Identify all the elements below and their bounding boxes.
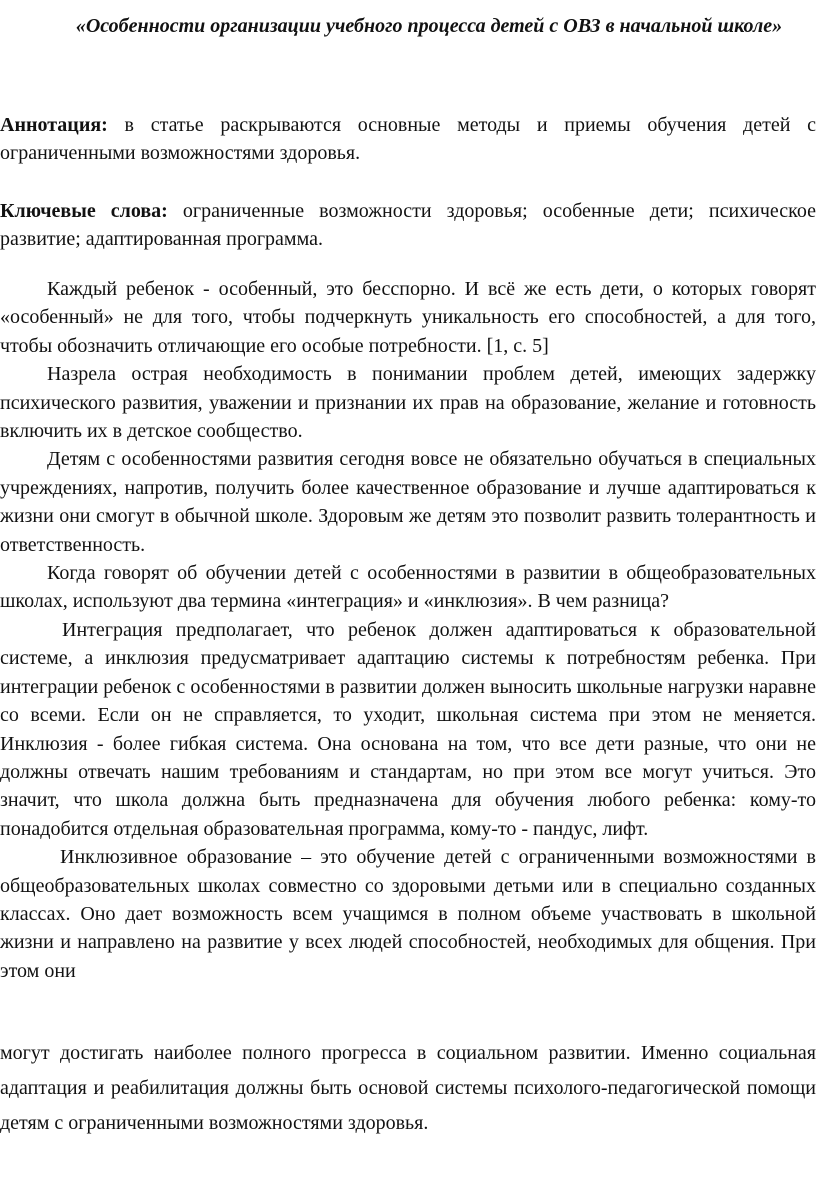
abstract-text: в статье раскрываются основные методы и приемы обучения детей с ограниченными возможностями здоровья. [0, 114, 816, 164]
abstract-label: Аннотация: [0, 114, 108, 136]
body-paragraph: Интеграция предполагает, что ребенок должен адаптироваться к образовательной системе, а инклюзия предусматривает адаптацию системы к потребностям ребенка. При интеграции ребенок с особенностями в развитии должен выносить школьные нагрузки наравне со всеми. Если он не справляется, то уходит, школьная система при этом не меняется. Инклюзия - более гибкая система. Она основана на том, что все дети разные, что они не должны отвечать нашим требованиям и стандартам, но при этом все могут учиться. Это значит, что школа должна быть предназначена для обучения любого ребенка: кому-то понадобится отдельная образовательная программа, кому-то - пандус, лифт. [0, 618, 816, 840]
body-paragraph: Когда говорят об обучении детей с особенностями в развитии в общеобразовательных школах, используют два термина «интеграция» и «инклюзия». В чем разница? [0, 562, 816, 613]
keywords-section [0, 197, 816, 253]
body-paragraph: Назрела острая необходимость в понимании проблем детей, имеющих задержку психического развития, уважении и признании их прав на образование, желание и готовность включить их в детское сообщество. [0, 363, 816, 443]
body-paragraph: Инклюзивное образование – это обучение детей с ограниченными возможностями в общеобразовательных школах совместно со здоровыми детьми или в специально созданных классах. Оно дает возможность всем учащимся в полном объеме участвовать в школьной жизни и направлено на развитие у всех людей способностей, необходимых для общения. При этом они [0, 846, 816, 982]
keywords-label: Ключевые слова: [0, 200, 168, 222]
abstract-section [0, 111, 816, 167]
body-paragraph-continuation: могут достигать наиболее полного прогресса в социальном развитии. Именно социальная адаптация и реабилитация должны быть основой системы психолого-педагогической помощи детям с ограниченными возможностями здоровья. [0, 1042, 816, 1134]
abstract-paragraph [0, 111, 816, 167]
keywords-text: ограниченные возможности здоровья; особенные дети; психическое развитие; адаптированная программа. [0, 200, 816, 250]
document-title: «Особенности организации учебного процесса детей с ОВЗ в начальной школе» [75, 15, 783, 37]
article-body-continuation [0, 1036, 816, 1141]
body-paragraph: Каждый ребенок - особенный, это бесспорно. И всё же есть дети, о которых говорят «особенный» не для того, чтобы подчеркнуть уникальность его способностей, а для того, чтобы обозначить отличающие его особые потребности. [1, с. 5] [0, 278, 816, 357]
keywords-paragraph [0, 197, 816, 253]
article-body [0, 275, 816, 985]
body-paragraph: Детям с особенностями развития сегодня вовсе не обязательно обучаться в специальных учреждениях, напротив, получить более качественное образование и лучше адаптироваться к жизни они смогут в обычной школе. Здоровым же детям это позволит развить толерантность и ответственность. [0, 448, 816, 556]
